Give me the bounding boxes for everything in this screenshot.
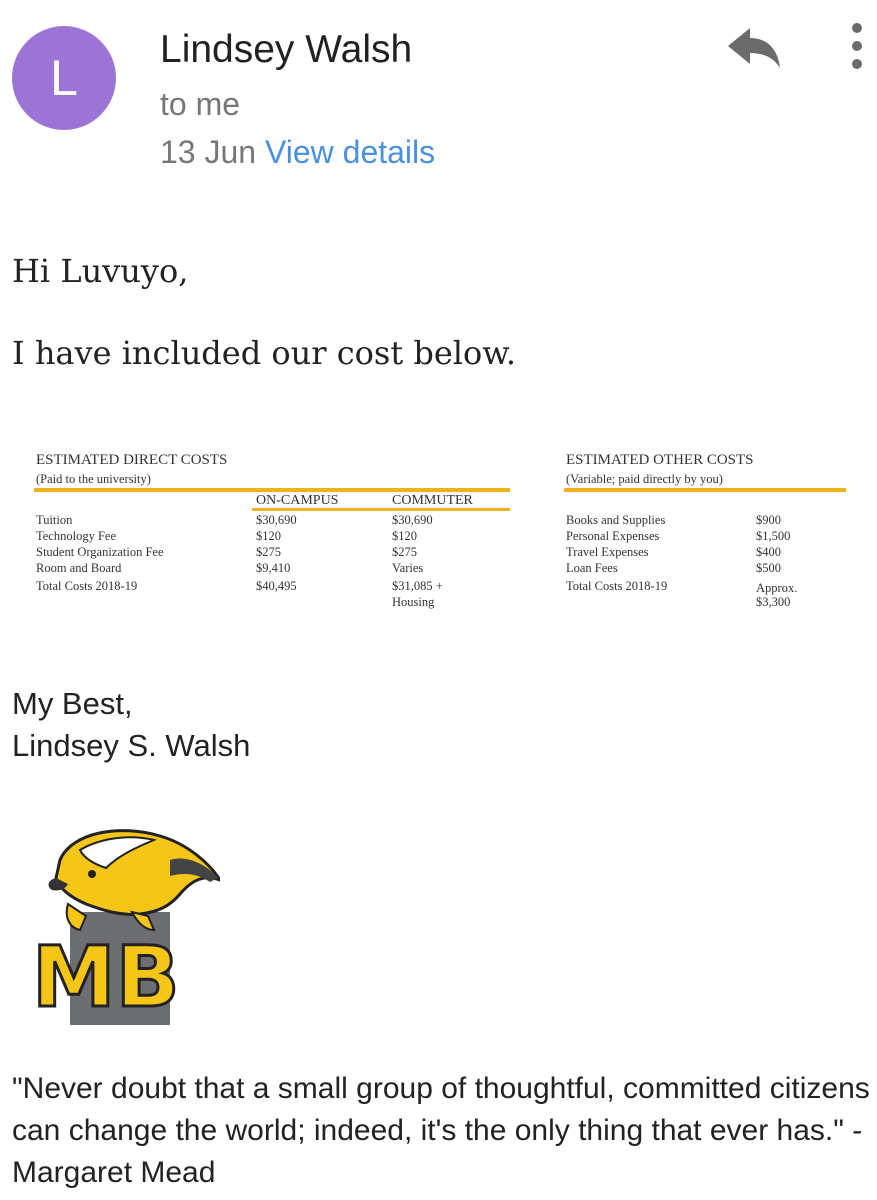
- other-row-label: Loan Fees: [566, 561, 618, 575]
- direct-row-comm: Varies: [392, 561, 424, 575]
- other-total-value-amount: $3,300: [756, 595, 791, 609]
- sender-name: Lindsey Walsh: [160, 28, 413, 71]
- direct-row-on: $30,690: [256, 513, 297, 527]
- direct-row-label: Tuition: [36, 513, 73, 527]
- sender-avatar[interactable]: [12, 26, 116, 130]
- other-row-label: Books and Supplies: [566, 513, 666, 527]
- col-on-campus: ON-CAMPUS: [256, 493, 339, 508]
- direct-row-label: Room and Board: [36, 561, 122, 575]
- logo-mb-text: MB: [32, 928, 180, 1026]
- other-costs-title: ESTIMATED OTHER COSTS: [566, 452, 754, 468]
- date-row: [160, 134, 435, 171]
- other-costs-subtitle: (Variable; paid directly by you): [566, 472, 723, 486]
- direct-row-on: $275: [256, 545, 281, 559]
- cost-table-image: [24, 438, 850, 628]
- col-commuter: COMMUTER: [392, 493, 473, 508]
- other-total-value: Approx.: [756, 581, 798, 595]
- direct-costs-subtitle: (Paid to the university): [36, 472, 151, 486]
- direct-costs-title: ESTIMATED DIRECT COSTS: [36, 452, 228, 468]
- signature-name: Lindsey S. Walsh: [12, 728, 251, 763]
- avatar-letter: L: [50, 50, 78, 106]
- recipient-label: to me: [160, 86, 241, 122]
- direct-total-comm-note: Housing: [392, 595, 435, 609]
- other-row-value: $900: [756, 513, 781, 527]
- direct-row-comm: $120: [392, 529, 417, 543]
- direct-total-label: Total Costs 2018-19: [36, 579, 138, 593]
- more-vert-icon[interactable]: [840, 20, 874, 74]
- direct-row-label: Technology Fee: [36, 529, 117, 543]
- other-row-label: Travel Expenses: [566, 545, 649, 559]
- message-date: 13 Jun: [160, 134, 257, 170]
- closing: My Best,: [12, 686, 133, 721]
- direct-total-on: $40,495: [256, 579, 297, 593]
- other-row-value: $400: [756, 545, 781, 559]
- direct-row-on: $9,410: [256, 561, 291, 575]
- body-line: I have included our cost below.: [12, 334, 517, 372]
- school-logo: [20, 820, 220, 1042]
- direct-row-comm: $30,690: [392, 513, 433, 527]
- direct-row-comm: $275: [392, 545, 417, 559]
- other-row-value: $1,500: [756, 529, 791, 543]
- columns-divider: [252, 508, 510, 511]
- direct-row-label: Student Organization Fee: [36, 545, 164, 559]
- view-details-link[interactable]: View details: [264, 134, 436, 170]
- direct-total-comm: $31,085 +: [392, 579, 443, 593]
- other-row-label: Personal Expenses: [566, 529, 660, 543]
- other-row-value: $500: [756, 561, 781, 575]
- other-total-label: Total Costs 2018-19: [566, 579, 668, 593]
- reply-icon[interactable]: [722, 22, 784, 78]
- other-costs-divider: [564, 488, 846, 492]
- direct-row-on: $120: [256, 529, 281, 543]
- greeting: Hi Luvuyo,: [12, 252, 189, 290]
- signature-quote: "Never doubt that a small group of thoughtful, committed citizens can change the world; indeed, it's the only thing that ever has." -Margaret Mead: [12, 1072, 870, 1189]
- direct-costs-divider: [34, 488, 510, 492]
